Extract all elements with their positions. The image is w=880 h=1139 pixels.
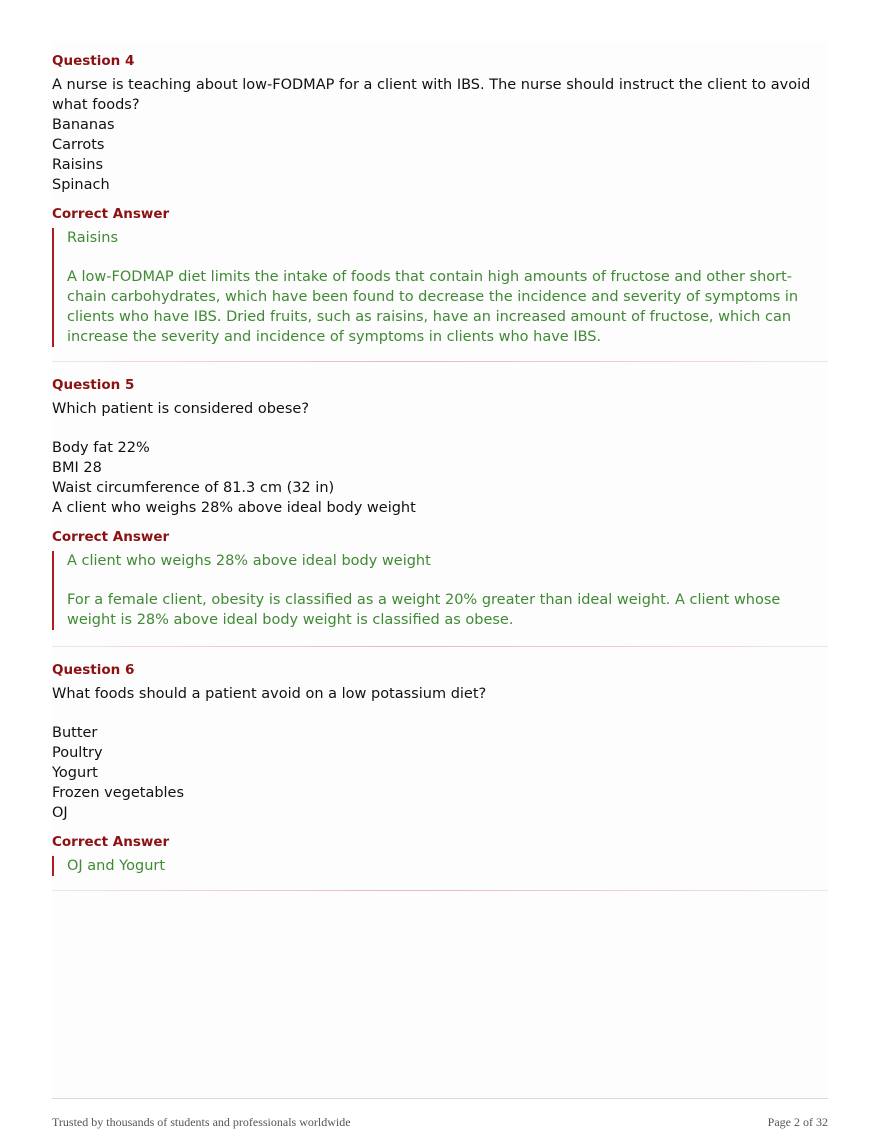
option-item: Spinach	[52, 177, 110, 193]
option-item: Waist circumference of 81.3 cm (32 in)	[52, 480, 335, 496]
question-title: Question 5	[52, 377, 135, 393]
answer-options	[52, 723, 828, 823]
footer-divider	[52, 1098, 828, 1099]
correct-answer-label: Correct Answer	[52, 529, 170, 545]
option-item: BMI 28	[52, 460, 102, 476]
option-item: A client who weighs 28% above ideal body weight	[52, 500, 416, 516]
option-item: Bananas	[52, 117, 115, 133]
page-number: Page 2 of 32	[767, 1115, 828, 1129]
correct-answer: Raisins	[67, 230, 118, 246]
answer-block	[52, 228, 828, 347]
answer-block	[52, 551, 828, 630]
question-text: What foods should a patient avoid on a low potassium diet?	[52, 686, 487, 702]
question-block-6	[52, 662, 828, 876]
question-text: A nurse is teaching about low-FODMAP for a client with IBS. The nurse should instruct the client to avoid what foods?	[52, 77, 815, 113]
answer-options	[52, 438, 828, 518]
correct-answer: A client who weighs 28% above ideal body weight	[67, 553, 431, 569]
option-item: Yogurt	[52, 765, 98, 781]
question-title: Question 6	[52, 662, 135, 678]
option-item: Frozen vegetables	[52, 785, 185, 801]
answer-options	[52, 115, 828, 195]
footer-tagline: Trusted by thousands of students and professionals worldwide	[52, 1115, 351, 1129]
document-page	[52, 0, 828, 1139]
option-item: Poultry	[52, 745, 103, 761]
question-block-5	[52, 377, 828, 630]
question-title: Question 4	[52, 53, 135, 69]
question-text: Which patient is considered obese?	[52, 401, 310, 417]
answer-explanation: For a female client, obesity is classified as a weight 20% greater than ideal weight. A client whose weight is 28% above ideal body weight is classified as obese.	[67, 592, 781, 628]
option-item: Raisins	[52, 157, 103, 173]
correct-answer-label: Correct Answer	[52, 206, 170, 222]
divider	[52, 646, 828, 647]
divider	[52, 361, 828, 362]
option-item: Body fat 22%	[52, 440, 150, 456]
correct-answer: OJ and Yogurt	[67, 858, 166, 874]
option-item: Carrots	[52, 137, 105, 153]
question-block-4	[52, 53, 828, 347]
option-item: Butter	[52, 725, 98, 741]
divider	[52, 890, 828, 891]
answer-explanation: A low-FODMAP diet limits the intake of foods that contain high amounts of fructose and other short-chain carbohydrates, which have been found to decrease the incidence and severity of symptoms in clients who have IBS. Dried fruits, such as raisins, have an increased amount of fructose, which can increase the severity and incidence of symptoms in clients who have IBS.	[67, 269, 799, 345]
option-item: OJ	[52, 805, 68, 821]
answer-block	[52, 856, 828, 876]
correct-answer-label: Correct Answer	[52, 834, 170, 850]
